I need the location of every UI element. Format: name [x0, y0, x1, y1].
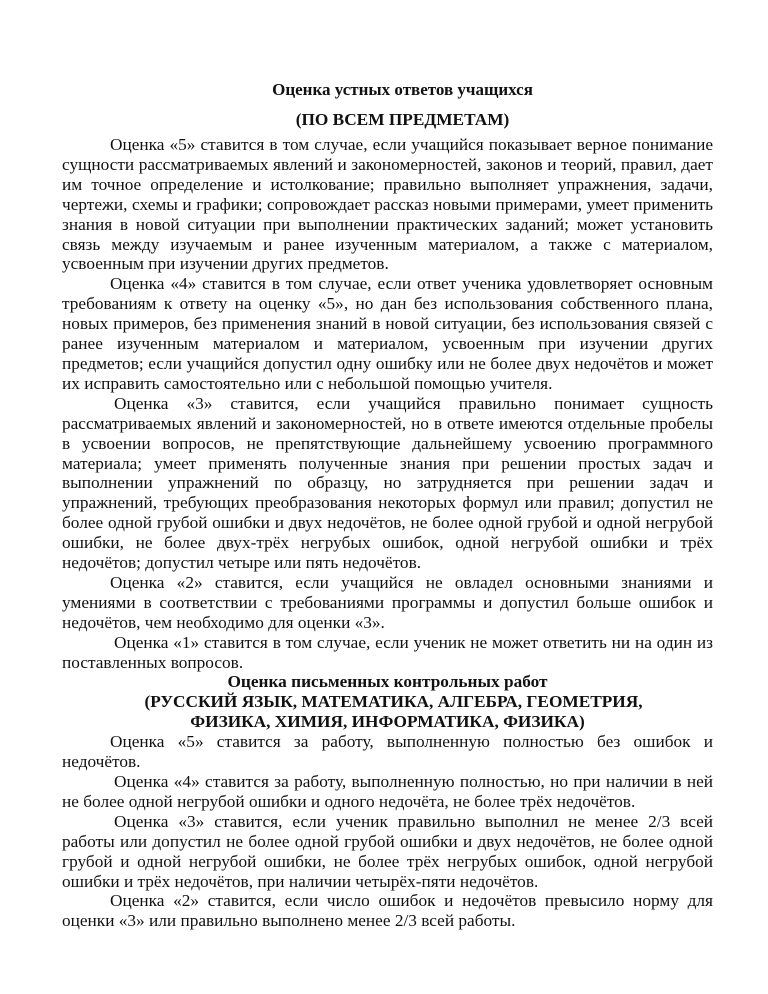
written-heading: Оценка письменных контрольных работ [227, 672, 548, 692]
oral-grade-1-paragraph: Оценка «1» ставится в том случае, если ученик не может ответить ни на один из поставленных вопросов. [62, 632, 713, 672]
oral-grade-2-paragraph: Оценка «2» ставится, если учащийся не овладел основными знаниями и умениями в соответствии с требованиями программы и допустил больше ошибок и недочётов, чем необходимо для оценки «3». [62, 572, 713, 632]
oral-grade-5-paragraph: Оценка «5» ставится в том случае, если учащийся показывает верное понимание сущности рассматриваемых явлений и закономерностей, законов и теорий, правил, дает им точное определение и истолкование; правильно выполняет упражнения, задачи, чертежи, схемы и графики; сопровождает рассказ новыми примерами, умеет применить знания в новой ситуации при выполнении практических заданий; может установить связь между изучаемым и ранее изученным материалом, а также с материалом, усвоенным при изучении других предметов. [62, 135, 713, 274]
oral-grade-4-paragraph: Оценка «4» ставится в том случае, если ответ ученика удовлетворяет основным требованиям к ответу на оценку «5», но дан без использования собственного плана, новых примеров, без применения знаний в новой ситуации, без использования связей с ранее изученным материалом и материалом, усвоенным при изучении других предметов; если учащийся допустил одну ошибку или не более двух недочётов и может их исправить самостоятельно или с небольшой помощью учителя. [62, 274, 713, 393]
written-subjects-line-1: (РУССКИЙ ЯЗЫК, МАТЕМАТИКА, АЛГЕБРА, ГЕОМЕТРИЯ, [144, 692, 643, 712]
oral-grade-3-paragraph: Оценка «3» ставится, если учащийся правильно понимает сущность рассматриваемых явлений и закономерностей, но в ответе имеются отдельные пробелы в усвоении вопросов, не препятствующие дальнейшему усвоению программного материала; умеет применять полученные знания при решении простых задач и выполнении упражнений по образцу, но затрудняется при решении задач и упражнений, требующих преобразования некоторых формул или правил; допустил не более одной грубой ошибки и двух недочётов, не более одной грубой и одной негрубой ошибки, не более двух-трёх негрубых ошибок, одной негрубой ошибки и трёх недочётов; допустил четыре или пять недочётов. [62, 393, 713, 573]
document-title: Оценка устных ответов учащихся [272, 80, 533, 99]
written-subjects-line-2: ФИЗИКА, ХИМИЯ, ИНФОРМАТИКА, ФИЗИКА) [190, 712, 585, 732]
document-subtitle: (ПО ВСЕМ ПРЕДМЕТАМ) [295, 110, 510, 129]
written-grade-4-paragraph: Оценка «4» ставится за работу, выполненную полностью, но при наличии в ней не более одной негрубой ошибки и одного недочёта, не более трёх недочётов. [62, 772, 713, 811]
written-grade-3-paragraph: Оценка «3» ставится, если ученик правильно выполнил не менее 2/3 всей работы или допустил не более одной грубой ошибки и двух недочётов, не более одной грубой и одной негрубой ошибки, не более трёх негрубых ошибок, одной негрубой ошибки и трёх недочётов, при наличии четырёх-пяти недочётов. [62, 811, 713, 891]
written-grade-5-paragraph: Оценка «5» ставится за работу, выполненную полностью без ошибок и недочётов. [62, 732, 713, 772]
document-body [62, 135, 713, 931]
written-grade-2-paragraph: Оценка «2» ставится, если число ошибок и недочётов превысило норму для оценки «3» или правильно выполнено менее 2/3 всей работы. [62, 891, 713, 931]
